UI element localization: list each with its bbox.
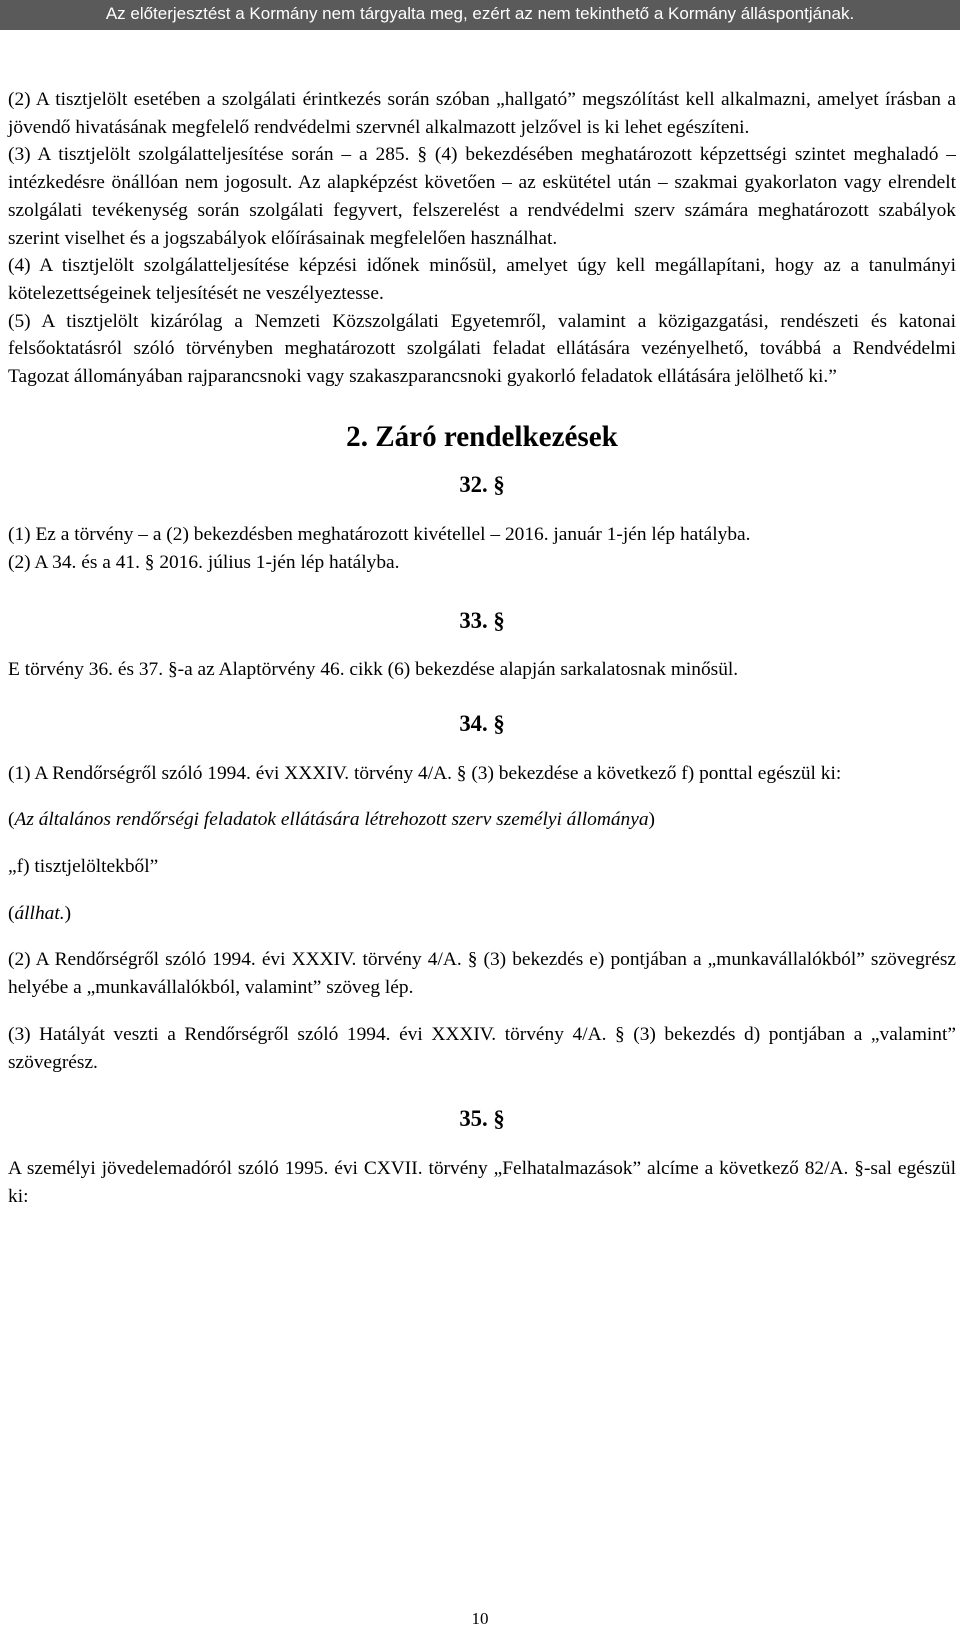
section-35-heading: 35. § [459,1106,505,1132]
context-open-paren: ( [8,809,15,831]
paragraph-4: (4) A tisztjelölt szolgálatteljesítése képzési időnek minősül, amelyet úgy kell megállapítani, hogy az a tanulmányi kötelezettségeinek teljesítését ne veszélyeztesse. [8,255,956,304]
section-33-heading: 33. § [459,607,505,633]
paragraph-2: (2) A tisztjelölt esetében a szolgálati érintkezés során szóban „hallgató” megszólítást kell alkalmazni, amelyet írásban a jövendő hivatásának megfelelő rendvédelmi szervnél alkalmazott jelzővel is ki lehet egészíteni. [8,89,956,138]
section-34-context [8,806,956,834]
allhat-close-paren: ) [64,902,72,924]
paragraph-3: (3) A tisztjelölt szolgálatteljesítése során – a 285. § (4) bekezdésében meghatározott képzettségi szintet meghaladó – intézkedésre önállóan nem jogosult. Az alapképzést követően – az eskütétel után – szakmai gyakorlaton vagy elrendelt szolgálati tevékenység során szolgálati fegyvert, felszerelést a rendvédelmi szerv számára meghatározott szabályok szerint viselhet és a jogszabályok előírásainak megfelelően használhat. [8,144,956,249]
context-italic-text: Az általános rendőrségi feladatok ellátására létrehozott szerv személyi állománya [14,809,649,831]
allhat-open-paren: ( [8,902,15,924]
document-page [8,86,956,1210]
draft-notice-banner [0,0,960,30]
allhat-italic-text: állhat. [14,902,65,924]
section-34-paragraph-2: (2) A Rendőrségről szóló 1994. évi XXXIV. törvény 4/A. § (3) bekezdés e) pontjában a „munkavállalókból” szövegrész helyébe a „munkavállalókból, valamint” szöveg lép. [8,949,956,999]
section-34-paragraph-1: (1) A Rendőrségről szóló 1994. évi XXXIV. törvény 4/A. § (3) bekezdése a következő f) ponttal egészül ki: [8,762,842,784]
section-34-point-f: „f) tisztjelöltekből” [8,856,159,878]
section-34-heading: 34. § [459,710,505,736]
section-34-allhat [8,900,956,928]
section-title: 2. Záró rendelkezések [346,420,618,453]
section-35-paragraph: A személyi jövedelemadóról szóló 1995. évi CXVII. törvény „Felhatalmazások” alcíme a következő 82/A. §-sal egészül ki: [8,1157,956,1207]
section-32-paragraph-2: (2) A 34. és a 41. § 2016. július 1-jén lép hatályba. [8,551,400,573]
paragraph-5: (5) A tisztjelölt kizárólag a Nemzeti Közszolgálati Egyetemről, valamint a közigazgatási, rendészeti és katonai felsőoktatásról szóló törvényben meghatározott szolgálati feladat ellátására vezényelhető, továbbá a Rendvédelmi Tagozat állományában rajparancsnoki vagy szakaszparancsnoki gyakorló feladatok ellátására jelölhető ki.” [8,310,956,388]
section-33-paragraph: E törvény 36. és 37. §-a az Alaptörvény 46. cikk (6) bekezdése alapján sarkalatosnak minősül. [8,659,739,681]
draft-notice-text: Az előterjesztést a Kormány nem tárgyalta meg, ezért az nem tekinthető a Kormány álláspontjának. [105,4,855,23]
section-34-paragraph-3: (3) Hatályát veszti a Rendőrségről szóló 1994. évi XXXIV. törvény 4/A. § (3) bekezdés d) pontjában a „valamint” szövegrész. [8,1023,956,1073]
context-close-paren: ) [648,809,656,831]
section-32-paragraph-1: (1) Ez a törvény – a (2) bekezdésben meghatározott kivétellel – 2016. január 1-jén lép hatályba. [8,524,751,546]
page-number: 10 [471,1609,489,1628]
section-32-heading: 32. § [459,472,505,498]
